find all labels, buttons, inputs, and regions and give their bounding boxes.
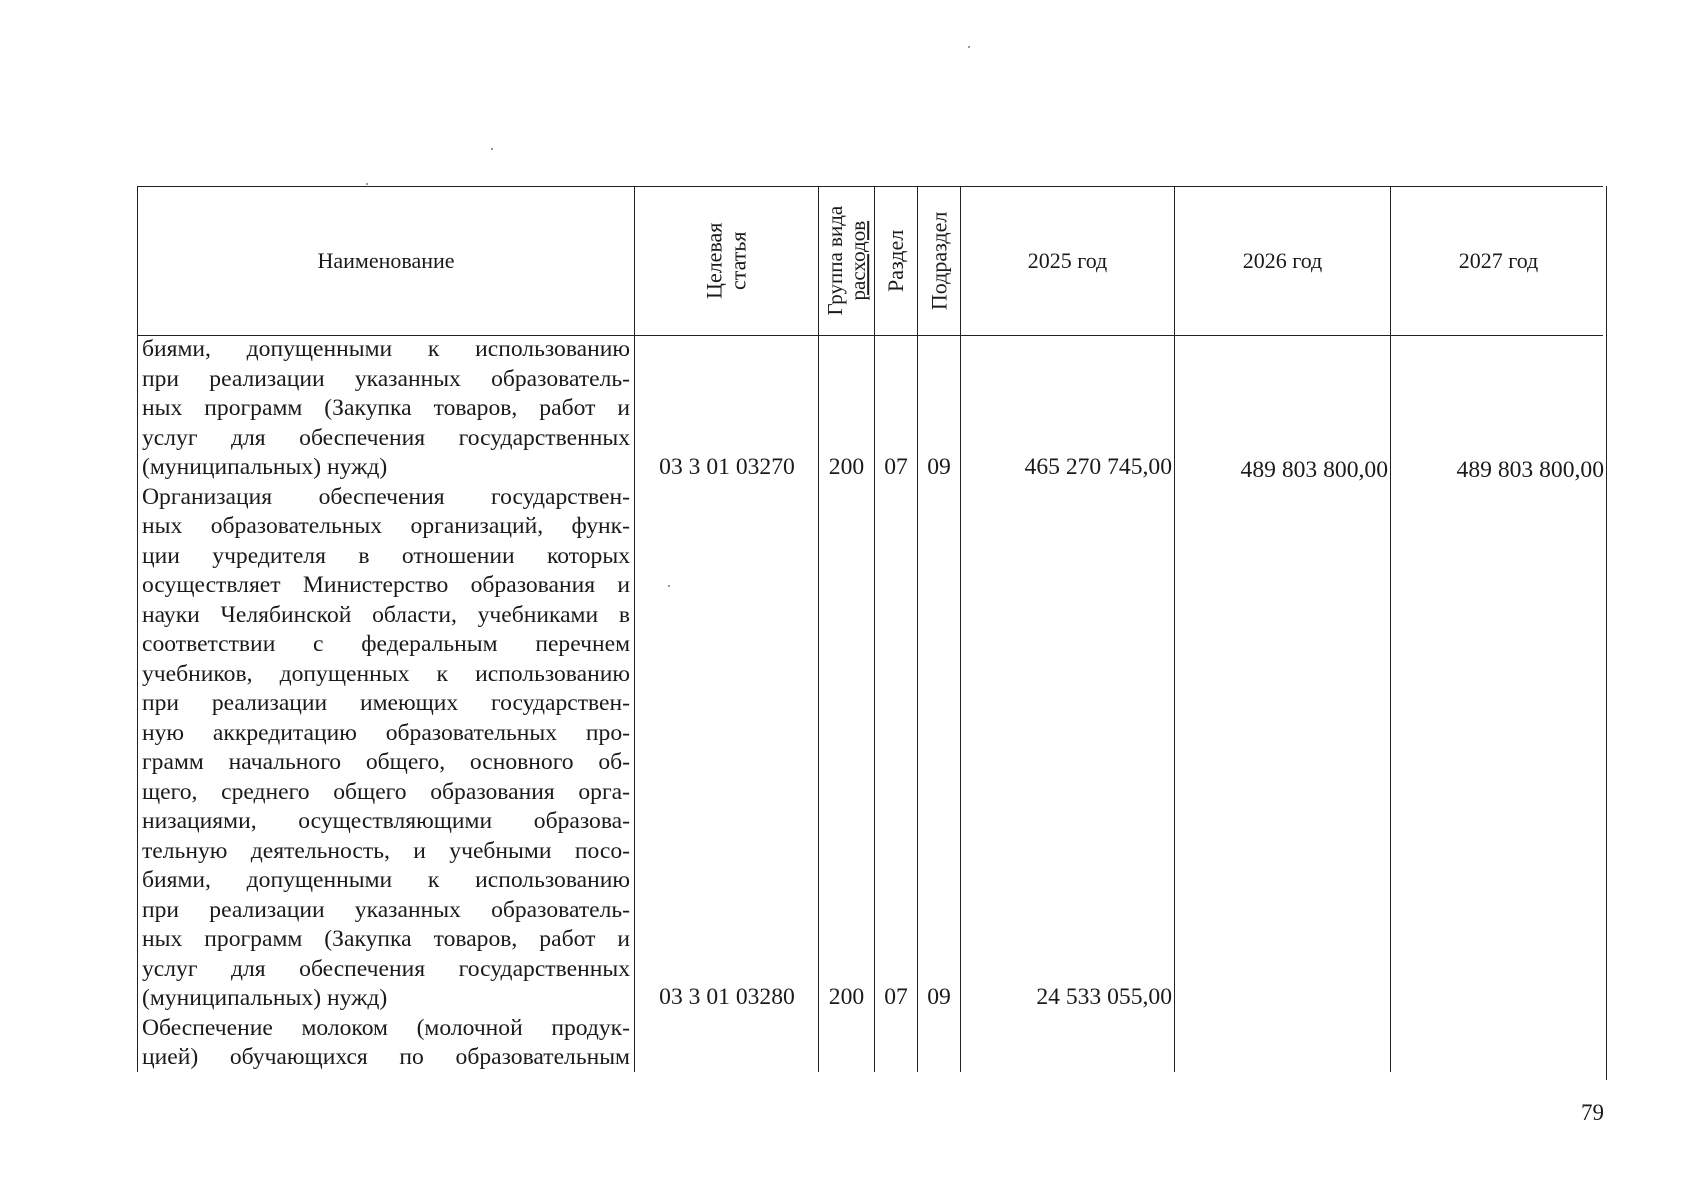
cell-year-2027 xyxy=(1392,982,1604,1012)
name-line: низациями, осуществляющими образова- xyxy=(142,808,630,834)
cell-expense-group: 200 xyxy=(828,984,865,1010)
header-target-article xyxy=(635,188,818,334)
header-section-label xyxy=(884,230,908,292)
name-line: цией) обучающихся по образовательным xyxy=(142,1044,630,1070)
cell-year-2026 xyxy=(1176,982,1388,1012)
header-subsection-label xyxy=(927,212,951,310)
header-subsection-text: Подраздел xyxy=(926,211,952,311)
name-line: при реализации имеющих государствен- xyxy=(142,690,630,716)
cell-target-article: 03 3 01 03270 xyxy=(659,454,795,480)
header-name-label: Наименование xyxy=(317,247,455,273)
cell-section: 07 xyxy=(884,454,908,480)
header-section xyxy=(875,188,917,334)
header-expense-group-label xyxy=(824,206,869,316)
scan-speck xyxy=(668,585,670,587)
name-line: щего, среднего общего образования орга- xyxy=(142,778,630,805)
name-line: Обеспечение молоком (молочной продук- xyxy=(142,1014,630,1041)
scan-speck xyxy=(968,46,970,48)
name-line: (муниципальных) нужд) xyxy=(142,454,388,480)
cell-target-article: 03 3 01 03280 xyxy=(659,984,795,1010)
scan-speck xyxy=(491,148,493,150)
table-top-border xyxy=(137,186,1603,187)
name-line: (муниципальных) нужд) xyxy=(142,985,388,1011)
name-column-text xyxy=(142,335,630,1073)
header-expense-group xyxy=(819,188,874,334)
cell-expense-group: 200 xyxy=(828,454,865,480)
col-border-right xyxy=(1606,186,1607,1080)
cell-section: 07 xyxy=(884,984,908,1010)
name-line: услуг для обеспечения государственных xyxy=(142,424,630,451)
name-line: ных программ (Закупка товаров, работ и xyxy=(142,395,630,421)
header-year-2025 xyxy=(961,188,1174,334)
header-year-2027-label: 2027 год xyxy=(1458,247,1539,273)
header-year-2026-label: 2026 год xyxy=(1242,247,1323,273)
cell-year-2025: 24 533 055,00 xyxy=(1036,984,1172,1010)
header-year-2027 xyxy=(1391,188,1606,334)
header-target-article-label xyxy=(703,223,751,299)
scan-speck xyxy=(366,183,368,185)
name-line: осуществляет Министерство образования и xyxy=(142,572,630,598)
name-line: учебников, допущенных к использованию xyxy=(142,660,630,687)
header-year-2025-label: 2025 год xyxy=(1027,247,1108,273)
header-expense-group-line1: Группа вида xyxy=(822,206,847,316)
name-line: ную аккредитацию образовательных про- xyxy=(142,719,630,746)
page-number: 79 xyxy=(1581,1100,1604,1125)
cell-year-2026: 489 803 800,00 xyxy=(1240,457,1388,483)
name-line: Организация обеспечения государствен- xyxy=(142,483,630,510)
cell-year-2025: 465 270 745,00 xyxy=(1024,454,1172,480)
name-line: ных образовательных организаций, функ- xyxy=(142,513,630,539)
header-subsection xyxy=(918,188,960,334)
name-line: грамм начального общего, основного об- xyxy=(142,749,630,775)
name-line: при реализации указанных образователь- xyxy=(142,365,630,392)
header-target-article-line1: Целевая xyxy=(701,222,727,300)
name-line: ции учредителя в отношении которых xyxy=(142,542,630,569)
name-line: биями, допущенными к использованию xyxy=(142,867,630,893)
name-line: ных программ (Закупка товаров, работ и xyxy=(142,926,630,952)
header-name xyxy=(138,188,634,334)
cell-subsection: 09 xyxy=(927,454,951,480)
name-line: услуг для обеспечения государственных xyxy=(142,955,630,982)
header-section-text: Раздел xyxy=(883,229,909,293)
header-target-article-line2: статья xyxy=(725,231,751,291)
name-line: биями, допущенными к использованию xyxy=(142,336,630,362)
name-line: науки Челябинской области, учебниками в xyxy=(142,601,630,628)
cell-year-2027: 489 803 800,00 xyxy=(1456,457,1604,483)
cell-subsection: 09 xyxy=(927,984,951,1010)
name-line: при реализации указанных образователь- xyxy=(142,896,630,923)
header-expense-group-line2: расходов xyxy=(845,221,870,301)
header-year-2026 xyxy=(1175,188,1390,334)
name-line: соответствии с федеральным перечнем xyxy=(142,631,630,657)
name-line: тельную деятельность, и учебными посо- xyxy=(142,837,630,864)
